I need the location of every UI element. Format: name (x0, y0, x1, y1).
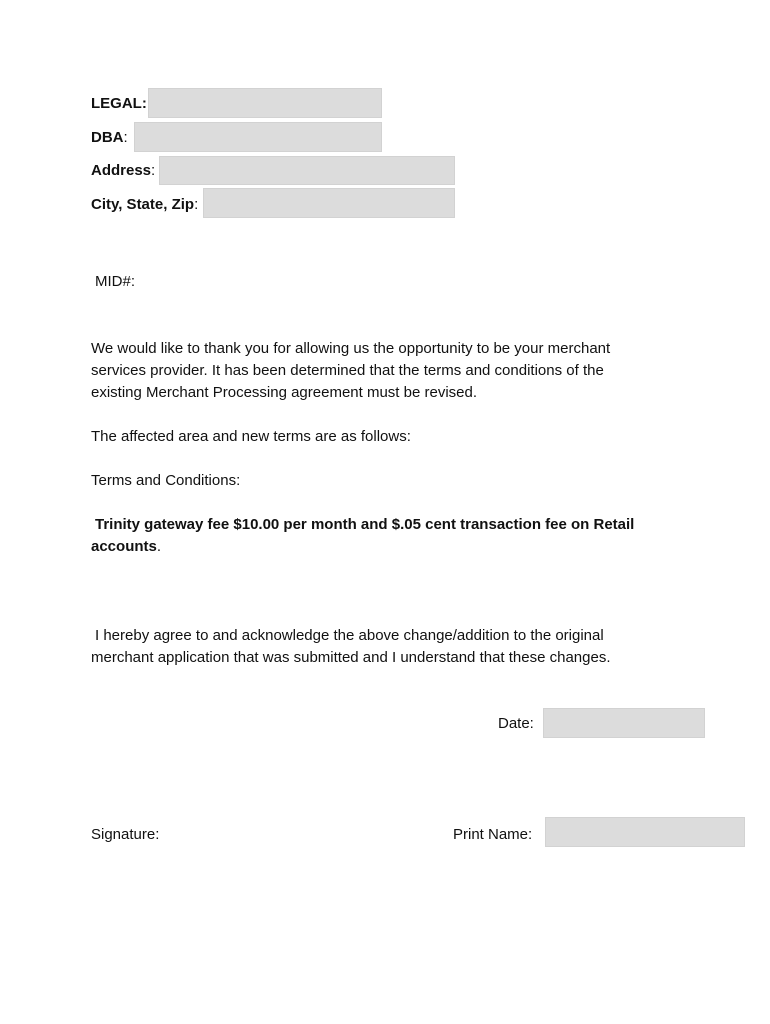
dba-label: DBA (91, 129, 124, 146)
address-label: Address (91, 162, 152, 179)
print-name-label: Print Name: (453, 826, 533, 843)
intro-line-2: services provider. It has been determined that the terms and conditions of the (91, 362, 604, 379)
legal-label: LEGAL: (91, 95, 147, 112)
city-state-zip-colon: : (194, 196, 199, 213)
legal-field[interactable] (148, 88, 382, 118)
date-field[interactable] (543, 708, 705, 738)
agreement-line-2: merchant application that was submitted and I understand that these changes. (91, 649, 611, 666)
dba-label-wrap (91, 127, 128, 149)
terms-line-2-period: . (156, 538, 162, 555)
affected-area-text: The affected area and new terms are as follows: (91, 428, 411, 445)
address-field[interactable] (159, 156, 455, 185)
mid-label: MID#: (95, 273, 136, 290)
terms-line-2-bold: accounts (91, 538, 157, 555)
city-state-zip-field[interactable] (203, 188, 455, 218)
agreement-line-1: I hereby agree to and acknowledge the above change/addition to the original (95, 627, 604, 644)
signature-label: Signature: (91, 826, 160, 843)
city-state-zip-label-wrap (91, 194, 198, 216)
date-label: Date: (498, 715, 534, 732)
terms-line-1: Trinity gateway fee $10.00 per month and $.05 cent transaction fee on Retail (95, 516, 635, 533)
dba-colon: : (123, 129, 128, 146)
print-name-field[interactable] (545, 817, 745, 847)
terms-heading: Terms and Conditions: (91, 472, 241, 489)
intro-line-3: existing Merchant Processing agreement must be revised. (91, 384, 478, 401)
address-colon: : (151, 162, 156, 179)
intro-line-1: We would like to thank you for allowing us the opportunity to be your merchant (91, 340, 611, 357)
dba-field[interactable] (134, 122, 382, 152)
city-state-zip-label: City, State, Zip (91, 196, 195, 213)
address-label-wrap (91, 160, 155, 182)
terms-line-2 (91, 536, 161, 558)
